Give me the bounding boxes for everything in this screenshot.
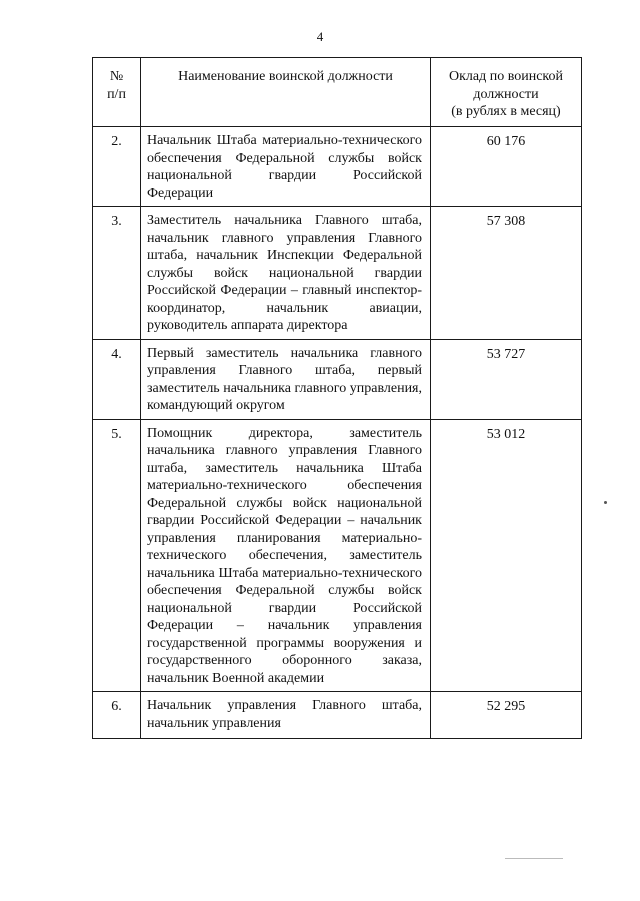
row-position-name: Первый заместитель начальника главного управления Главного штаба, первый заместитель начальника главного управления, командующий округом <box>141 339 431 419</box>
row-position-name: Начальник управления Главного штаба, начальник управления <box>141 692 431 739</box>
row-number: 2. <box>93 127 141 207</box>
table-row <box>93 127 582 207</box>
table-header-row <box>93 58 582 127</box>
row-salary: 53 012 <box>431 419 582 692</box>
row-position-name: Помощник директора, заместитель начальника главного управления Главного штаба, заместитель начальника Штаба материально-технического обеспечения Федеральной службы войск национальной гвардии Российской Федерации – начальник управления планирования материально-технического обеспечения, заместитель начальника Штаба материально-технического обеспечения Федеральной службы войск национальной гвардии Российской Федерации – начальник управления государственной программы вооружения и государственного оборонного заказа, начальник Военной академии <box>141 419 431 692</box>
scan-artifact-line <box>505 858 563 859</box>
row-number: 6. <box>93 692 141 739</box>
row-number: 5. <box>93 419 141 692</box>
table-row <box>93 692 582 739</box>
scan-speck <box>604 501 607 504</box>
table-row <box>93 419 582 692</box>
salary-table <box>92 57 582 739</box>
row-salary: 53 727 <box>431 339 582 419</box>
table-row <box>93 339 582 419</box>
row-salary: 52 295 <box>431 692 582 739</box>
header-salary: Оклад по воинской должности (в рублях в месяц) <box>431 58 582 127</box>
row-number: 3. <box>93 207 141 340</box>
table-row <box>93 207 582 340</box>
row-salary: 57 308 <box>431 207 582 340</box>
row-number: 4. <box>93 339 141 419</box>
header-number: № п/п <box>93 58 141 127</box>
row-salary: 60 176 <box>431 127 582 207</box>
row-position-name: Заместитель начальника Главного штаба, начальник главного управления Главного штаба, начальник Инспекции Федеральной службы войск национальной гвардии Российской Федерации – главный инспектор-координатор, начальник авиации, руководитель аппарата директора <box>141 207 431 340</box>
header-position-name: Наименование воинской должности <box>141 58 431 127</box>
page-number: 4 <box>316 29 324 44</box>
row-position-name: Начальник Штаба материально-технического обеспечения Федеральной службы войск национальной гвардии Российской Федерации <box>141 127 431 207</box>
